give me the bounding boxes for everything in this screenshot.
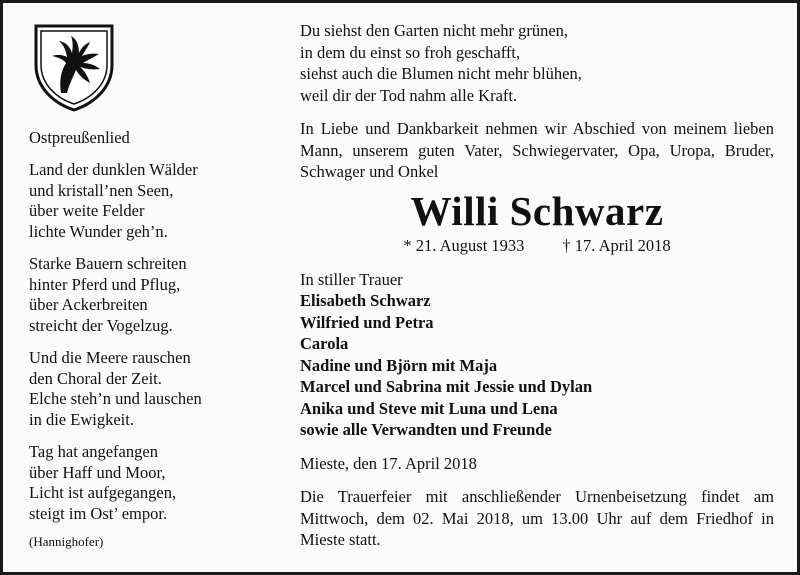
poem-line: lichte Wunder geh’n. [29,221,168,241]
quote-line: weil dir der Tod nahm alle Kraft. [300,85,518,105]
poem-line: hinter Pferd und Pflug, [29,274,181,294]
poem-line: über weite Felder [29,201,145,220]
poem-line: Land der dunklen Wälder [29,160,198,179]
mourner-entry: Nadine und Björn mit Maja [300,355,498,375]
poem-line: Tag hat angefangen [29,442,158,461]
left-column [29,23,269,550]
poem-line: streicht der Vogelzug. [29,315,173,335]
poem-stanza [29,254,269,336]
poem-line: über Haff und Moor, [29,462,166,482]
poem-line: Licht ist aufgegangen, [29,483,177,502]
farewell-intro: In Liebe und Dankbarkeit nehmen wir Abschied von meinem lieben Mann, unserem guten Vater, Schwiegervater, Opa, Uropa, Bruder, Schwager und Onkel [300,119,774,181]
memorial-quote [300,20,774,106]
mourner-entry: sowie alle Verwandten und Freunde [300,420,552,439]
funeral-service-info: Die Trauerfeier mit anschließender Urnenbeisetzung findet am Mittwoch, dem 02. Mai 2018, um 13.00 Uhr auf dem Friedhof in Mieste statt. [300,487,774,549]
elk-antler-shield-icon [33,23,115,113]
mourners-list [300,290,774,441]
mourner-entry: Carola [300,334,349,353]
poem-stanza [29,442,269,524]
quote-line: in dem du einst so froh geschafft, [300,42,521,62]
obituary-notice [3,3,797,572]
right-column [300,20,774,551]
poem-line: in die Ewigkeit. [29,409,134,429]
mourning-label: In stiller Trauer [300,269,403,289]
deceased-name: Willi Schwarz [410,187,664,234]
place-date: Mieste, den 17. April 2018 [300,453,477,473]
poem-line: Und die Meere rauschen [29,348,191,367]
poem-line: Elche steh’n und lauschen [29,389,202,408]
mourner-entry: Elisabeth Schwarz [300,291,431,310]
death-date: † 17. April 2018 [562,235,671,255]
poem-line: steigt im Ost’ empor. [29,503,168,523]
life-dates [300,235,774,257]
quote-line: Du siehst den Garten nicht mehr grünen, [300,21,569,40]
poem-author: (Hannighofer) [29,534,104,549]
poem-line: den Choral der Zeit. [29,368,162,388]
mourner-entry: Marcel und Sabrina mit Jessie und Dylan [300,377,593,396]
mourner-entry: Wilfried und Petra [300,312,434,332]
poem-line: über Ackerbreiten [29,295,148,314]
birth-date: * 21. August 1933 [403,235,525,255]
poem-line: Starke Bauern schreiten [29,254,187,273]
poem-title: Ostpreußenlied [29,128,130,147]
mourner-entry: Anika und Steve mit Luna und Lena [300,398,558,418]
poem-stanza [29,160,269,242]
poem-stanza [29,348,269,430]
poem-line: und kristall’nen Seen, [29,180,174,200]
quote-line: siehst auch die Blumen nicht mehr blühen, [300,64,582,83]
